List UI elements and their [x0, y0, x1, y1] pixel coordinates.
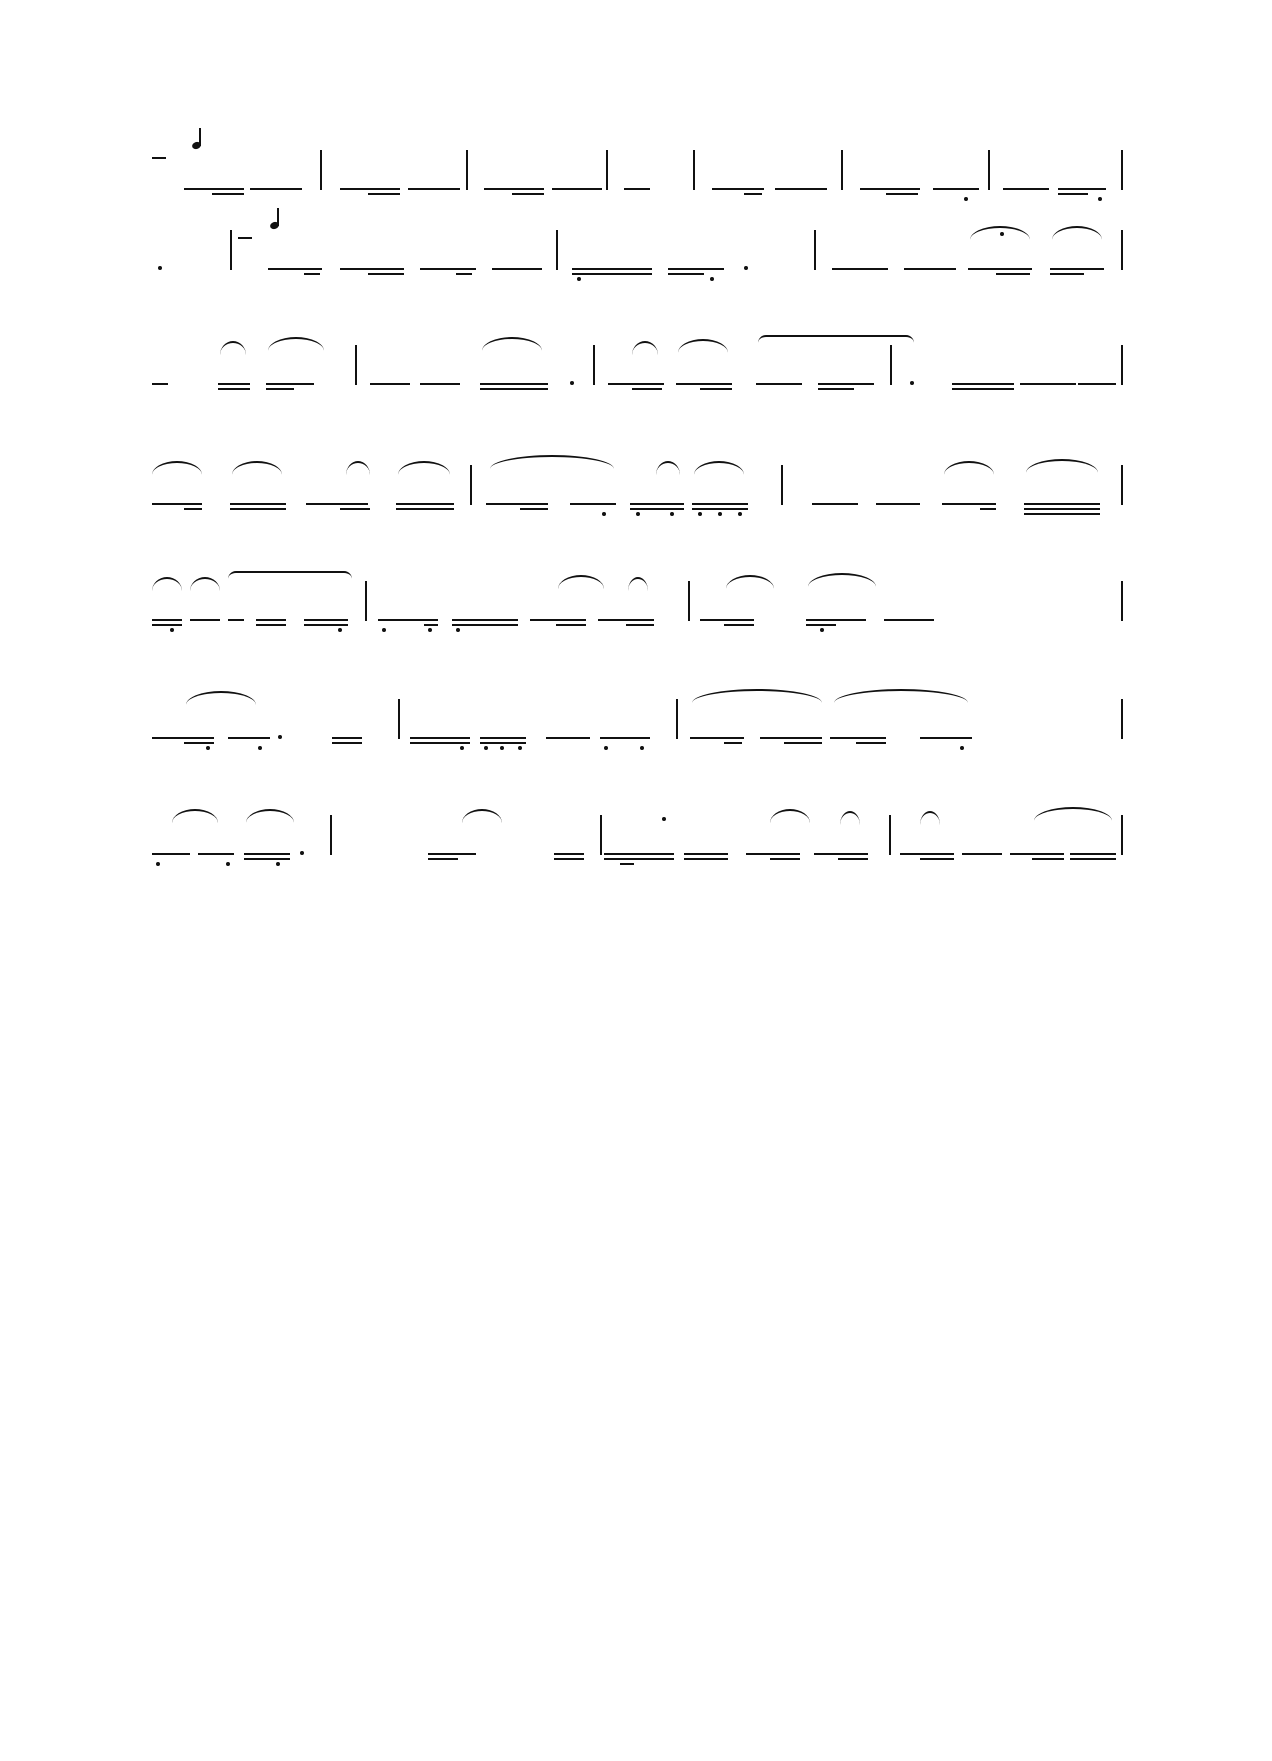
barline: [606, 150, 608, 190]
barline: [814, 230, 816, 270]
barline: [841, 150, 843, 190]
barline: [1121, 150, 1123, 190]
barline: [693, 150, 695, 190]
quarter-note-icon: [192, 127, 202, 149]
barline: [556, 230, 558, 270]
barline: [1121, 230, 1123, 270]
barline: [230, 230, 232, 270]
barline: [988, 150, 990, 190]
tempo-marking-1: [192, 127, 204, 153]
score-row-2: [0, 236, 1272, 326]
quarter-note-icon: [270, 207, 280, 229]
time-signature-2-4: [152, 156, 166, 160]
score-row-8: [0, 937, 1272, 1027]
barline: [466, 150, 468, 190]
time-signature-4-4: [238, 236, 252, 240]
barline: [320, 150, 322, 190]
lyrics-row-2: [874, 236, 975, 308]
tempo-marking-2: [270, 207, 282, 233]
